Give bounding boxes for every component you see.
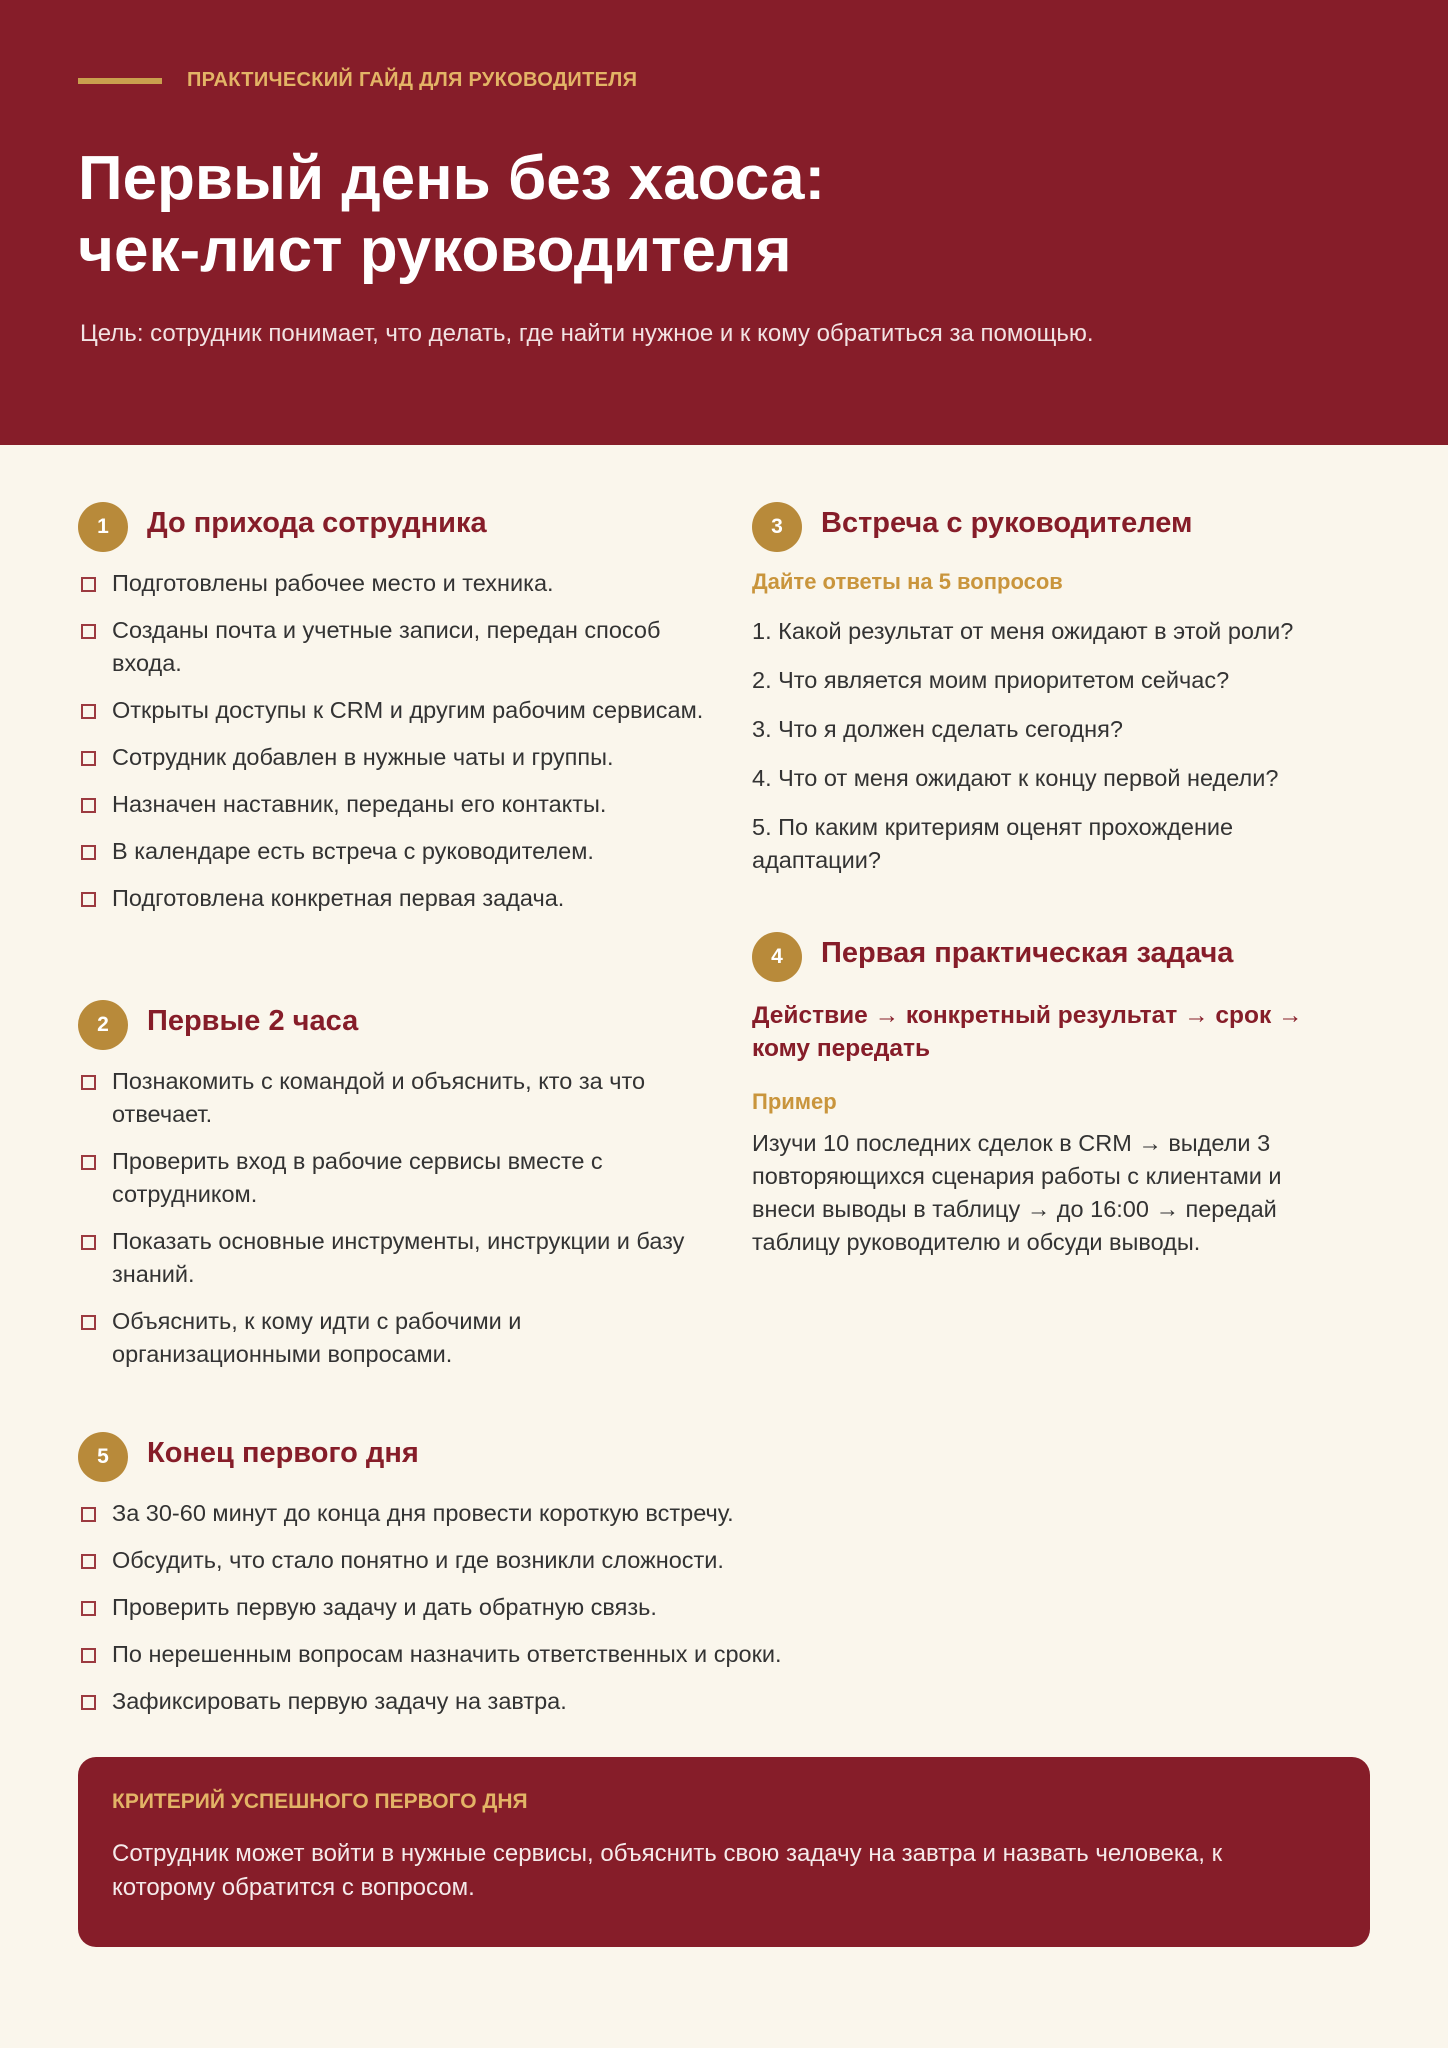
- page-title: [78, 143, 1078, 287]
- title-line-2: чек-лист руководителя: [78, 216, 792, 285]
- question-item: 3. Что я должен сделать сегодня?: [752, 716, 1123, 742]
- section-title: Первая практическая задача: [821, 936, 1234, 969]
- question-list: [752, 615, 1352, 877]
- checklist-item: [78, 1065, 698, 1131]
- checklist-item: [78, 835, 718, 868]
- checklist-item-text: Подготовлены рабочее место и техника.: [112, 570, 554, 596]
- checkbox[interactable]: [81, 624, 96, 639]
- checklist-item: [78, 614, 718, 680]
- section-title: До прихода сотрудника: [147, 506, 487, 539]
- question-item: 4. Что от меня ожидают к концу первой недели?: [752, 765, 1279, 791]
- checkbox[interactable]: [81, 1695, 96, 1710]
- section-number-badge: 1: [78, 502, 128, 552]
- checklist-item-text: Подготовлена конкретная первая задача.: [112, 885, 565, 911]
- checklist-item: [78, 567, 718, 600]
- checkbox[interactable]: [81, 1235, 96, 1250]
- section-title: Встреча с руководителем: [821, 506, 1193, 539]
- section-title: Конец первого дня: [147, 1436, 419, 1469]
- checklist-item-text: Созданы почта и учетные записи, передан способ входа.: [112, 617, 661, 676]
- section-header: [78, 1427, 978, 1479]
- checkbox[interactable]: [81, 1315, 96, 1330]
- checklist-item: [78, 1225, 698, 1291]
- checkbox[interactable]: [81, 1648, 96, 1663]
- checklist-item-text: Открыты доступы к CRM и другим рабочим сервисам.: [112, 697, 704, 723]
- checklist-item: [78, 882, 718, 915]
- checkbox[interactable]: [81, 1601, 96, 1616]
- checkbox[interactable]: [81, 1075, 96, 1090]
- example-label: Пример: [752, 1089, 837, 1114]
- checklist-item-text: Сотрудник добавлен в нужные чаты и группы.: [112, 744, 614, 770]
- checkbox[interactable]: [81, 1554, 96, 1569]
- criterion-text: Сотрудник может войти в нужные сервисы, объяснить свою задачу на завтра и назвать человека, к которому обратится с вопросом.: [112, 1840, 1223, 1901]
- section-before-arrival: [78, 497, 718, 929]
- kicker-label: ПРАКТИЧЕСКИЙ ГАЙД ДЛЯ РУКОВОДИТЕЛЯ: [187, 69, 638, 91]
- checkbox[interactable]: [81, 704, 96, 719]
- section-manager-meeting: [752, 497, 1352, 893]
- section-number-badge: 3: [752, 502, 802, 552]
- checklist-item: [78, 1638, 978, 1671]
- checkbox[interactable]: [81, 845, 96, 860]
- section-number-badge: 5: [78, 1432, 128, 1482]
- checklist-item-text: За 30-60 минут до конца дня провести короткую встречу.: [112, 1500, 734, 1526]
- question-item: 2. Что является моим приоритетом сейчас?: [752, 667, 1230, 693]
- section-first-task: [752, 927, 1342, 1259]
- checklist-item: [78, 1497, 978, 1530]
- question-item: 1. Какой результат от меня ожидают в этой роли?: [752, 618, 1294, 644]
- section-number-badge: 2: [78, 1000, 128, 1050]
- checklist-item-text: Познакомить с командой и объяснить, кто за что отвечает.: [112, 1068, 646, 1127]
- checklist: [78, 1065, 698, 1371]
- checkbox[interactable]: [81, 798, 96, 813]
- section-number-badge: 4: [752, 932, 802, 982]
- title-line-1: Первый день без хаоса:: [78, 144, 826, 213]
- checklist-item-text: Назначен наставник, переданы его контакты.: [112, 791, 607, 817]
- header-banner: [0, 0, 1448, 445]
- page-subtitle: Цель: сотрудник понимает, что делать, где найти нужное и к кому обратиться за помощью.: [80, 320, 1094, 347]
- checklist-item-text: Проверить первую задачу и дать обратную связь.: [112, 1594, 657, 1620]
- question-item: 5. По каким критериям оценят прохождение адаптации?: [752, 814, 1234, 873]
- checklist-item-text: Обсудить, что стало понятно и где возникли сложности.: [112, 1547, 724, 1573]
- section-first-two-hours: [78, 995, 698, 1385]
- checklist-item-text: В календаре есть встреча с руководителем.: [112, 838, 594, 864]
- checklist-item: [78, 694, 718, 727]
- section-header: [752, 927, 1342, 979]
- section-header: [78, 497, 718, 549]
- checklist-item: [78, 788, 718, 821]
- checklist-item: [78, 1145, 698, 1211]
- checkbox[interactable]: [81, 577, 96, 592]
- checklist-item: [78, 741, 718, 774]
- task-formula: Действие → конкретный результат → срок → кому передать: [752, 1002, 1303, 1062]
- checkbox[interactable]: [81, 1155, 96, 1170]
- checklist-item: [78, 1305, 698, 1371]
- checklist-item-text: Объяснить, к кому идти с рабочими и организационными вопросами.: [112, 1308, 522, 1367]
- section-subtitle: Дайте ответы на 5 вопросов: [752, 569, 1063, 594]
- checklist-item: [78, 1685, 978, 1718]
- checklist-item: [78, 1544, 978, 1577]
- checklist-item-text: По нерешенным вопросам назначить ответственных и сроки.: [112, 1641, 782, 1667]
- checklist-item-text: Зафиксировать первую задачу на завтра.: [112, 1688, 567, 1714]
- checklist-item-text: Показать основные инструменты, инструкции и базу знаний.: [112, 1228, 685, 1287]
- section-header: [78, 995, 698, 1047]
- checklist-item: [78, 1591, 978, 1624]
- kicker-accent-line: [78, 78, 162, 84]
- section-title: Первые 2 часа: [147, 1004, 359, 1037]
- checklist-item-text: Проверить вход в рабочие сервисы вместе с сотрудником.: [112, 1148, 603, 1207]
- section-header: [752, 497, 1352, 549]
- checklist: [78, 1497, 978, 1718]
- example-text: Изучи 10 последних сделок в CRM → выдели 3 повторяющихся сценария работы с клиентами и внеси выводы в таблицу → до 16:00 → передай таблицу руководителю и обсуди выводы.: [752, 1130, 1282, 1255]
- checkbox[interactable]: [81, 751, 96, 766]
- checkbox[interactable]: [81, 1507, 96, 1522]
- section-end-of-day: [78, 1427, 978, 1732]
- checkbox[interactable]: [81, 892, 96, 907]
- checklist: [78, 567, 718, 915]
- criterion-title: КРИТЕРИЙ УСПЕШНОГО ПЕРВОГО ДНЯ: [112, 1790, 528, 1813]
- success-criterion-box: [78, 1757, 1370, 1947]
